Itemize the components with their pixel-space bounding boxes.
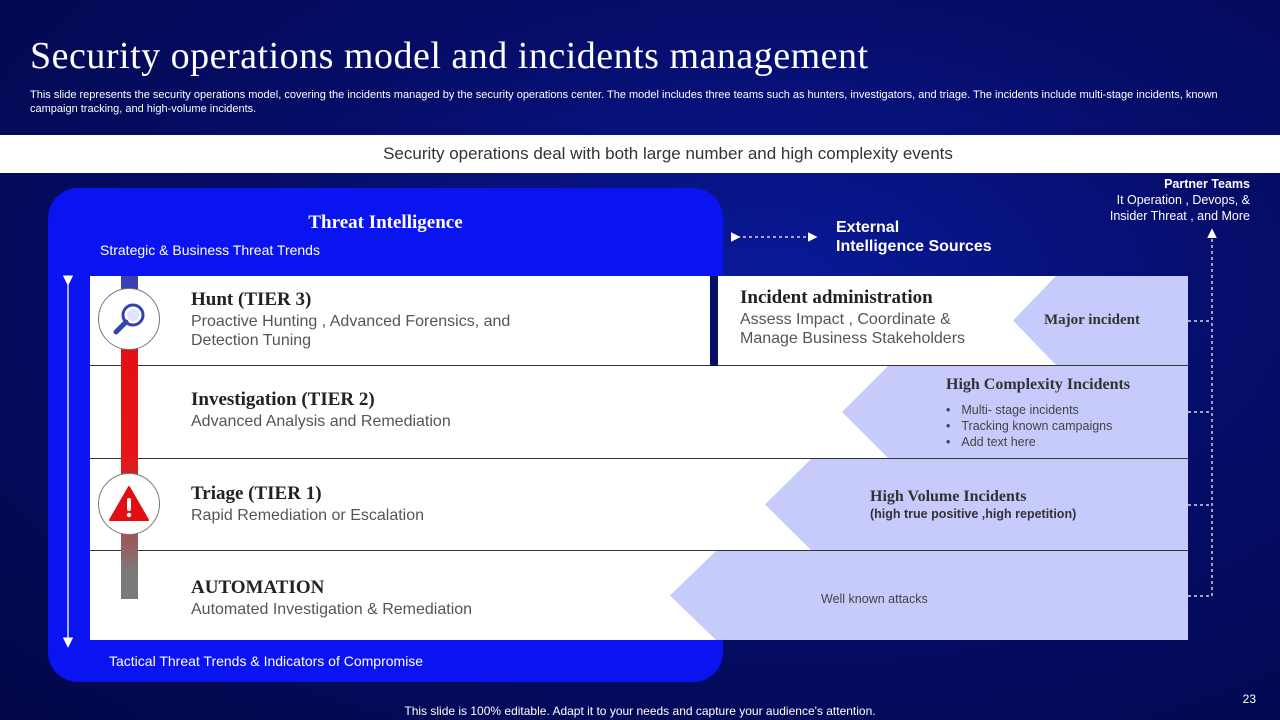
partner-line: Insider Threat , and More [1109, 209, 1250, 223]
tier-title-triage: Triage (TIER 1) [191, 483, 322, 504]
threat-intelligence-title: Threat Intelligence [308, 212, 463, 233]
incident-admin-line: Assess Impact , Coordinate & [740, 311, 951, 328]
external-line: Intelligence Sources [836, 238, 992, 255]
tactical-trends-note: Tactical Threat Trends & Indicators of Compromise [109, 653, 424, 669]
banner-text: Security operations deal with both large number and high complexity events [383, 144, 953, 163]
slide-title: Security operations model and incidents management [30, 35, 869, 77]
tier-desc-automation: Automated Investigation & Remediation [191, 601, 473, 618]
tier-desc-line: Detection Tuning [191, 332, 312, 349]
high-volume-subtitle: (high true positive ,high repetition) [870, 507, 1077, 521]
well-known-label: Well known attacks [821, 592, 928, 606]
tier-title-hunt: Hunt (TIER 3) [191, 289, 312, 310]
slide-description: This slide represents the security operations model, covering the incidents managed by the security operations center. The model includes three teams such as hunters, investigators, and triage. The incidents include multi-stage incidents, known campaign tracking, and high-volume incidents. [30, 89, 1218, 115]
partner-line: It Operation , Devops, & [1116, 193, 1250, 207]
major-incident-label: Major incident [1044, 312, 1140, 328]
incident-admin-line: Manage Business Stakeholders [740, 330, 966, 347]
threat-intelligence-subtitle: Strategic & Business Threat Trends [100, 242, 320, 258]
tier-title-automation: AUTOMATION [191, 577, 325, 598]
tier-title-investigation: Investigation (TIER 2) [191, 389, 375, 410]
tier-desc-line: Proactive Hunting , Advanced Forensics, and [191, 313, 511, 330]
high-complexity-title: High Complexity Incidents [946, 376, 1131, 393]
list-item: • Add text here [946, 434, 1112, 450]
incident-admin-title: Incident administration [740, 287, 933, 308]
list-item: • Tracking known campaigns [946, 418, 1112, 434]
footer-note: This slide is 100% editable. Adapt it to your needs and capture your audience's attention. [404, 704, 876, 718]
high-volume-title: High Volume Incidents [870, 488, 1027, 505]
external-line: External [836, 219, 900, 236]
tier-desc-investigation: Advanced Analysis and Remediation [191, 413, 451, 430]
page-number: 23 [1242, 692, 1256, 706]
partner-teams-title: Partner Teams [1164, 177, 1250, 191]
tier-desc-triage: Rapid Remediation or Escalation [191, 507, 425, 524]
list-item: • Multi- stage incidents [946, 402, 1112, 418]
